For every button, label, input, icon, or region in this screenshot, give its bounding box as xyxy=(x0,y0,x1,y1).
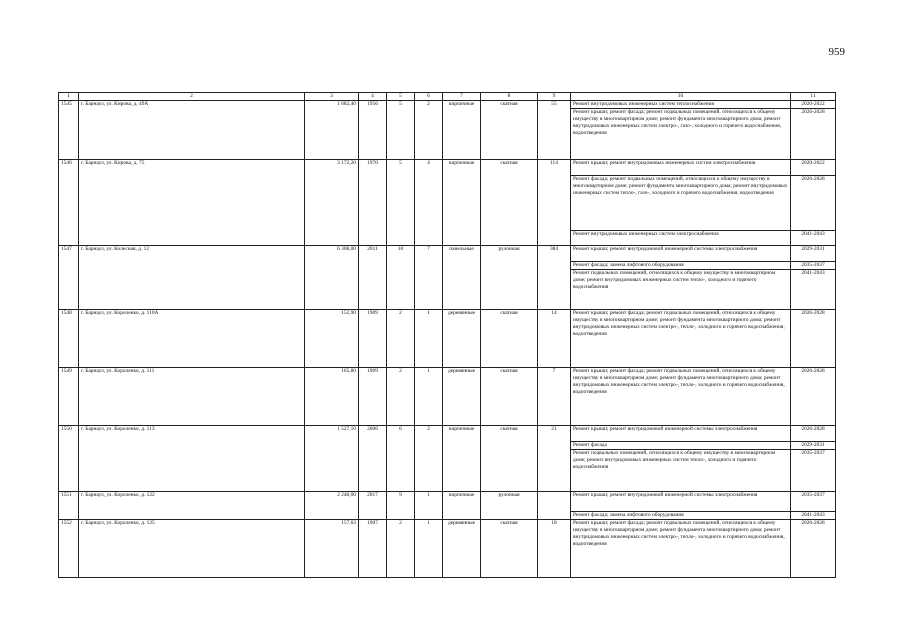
record-floors: 10 xyxy=(387,246,415,310)
record-entrances: 7 xyxy=(415,246,443,310)
record-address: г. Барнаул, ул. Короленко, д. 111 xyxy=(79,368,305,426)
record-residents: 14 xyxy=(538,310,571,368)
header-cell: 2 xyxy=(79,93,305,101)
work-period: 2029-2031 xyxy=(791,246,836,262)
record-number: 1551 xyxy=(59,492,79,520)
work-description: Ремонт фасада; ремонт подвальных помещений, относящихся к общему имуществу в многоквартирном доме; ремонт фундамента многоквартирного дома; ремонт внутридомовых инженерных систем тепло-, газо-, холодного и горячего водоснабжения, водоотведения xyxy=(571,176,791,231)
record-address: г. Барнаул, ул. Короленко, д. 113 xyxy=(79,426,305,492)
record-walls: кирпичные xyxy=(443,426,481,492)
record-residents: 18 xyxy=(538,520,571,578)
work-period: 2026-2028 xyxy=(791,368,836,426)
work-description: Ремонт крыши; ремонт фасада; ремонт подвальных помещений, относящихся к общему имуществу в многоквартирном доме; ремонт фундамента многоквартирного дома; ремонт внутридомовых инженерных систем электро-, тепло-, холодного и горячего водоснабжения, водоотведения xyxy=(571,520,791,578)
work-period: 2041-2043 xyxy=(791,231,836,246)
work-description: Ремонт подвальных помещений, относящихся к общему имуществу в многоквартирном доме; ремонт внутридомовых инженерных систем тепло-, холодного и горячего водоснабжения xyxy=(571,450,791,492)
record-area: 165,80 xyxy=(305,368,359,426)
record-residents: 384 xyxy=(538,246,571,310)
work-description: Ремонт крыши; ремонт фасада; ремонт подвальных помещений, относящихся к общему имуществу в многоквартирном доме; ремонт фундамента многоквартирного дома; ремонт внутридомовых инженерных систем электро-, тепло-, холодного и горячего водоснабжения, водоотведения xyxy=(571,310,791,368)
record-roof: скатная xyxy=(481,426,538,492)
record-address: г. Барнаул, ул. Короленко, д. 125 xyxy=(79,520,305,578)
record-number: 1547 xyxy=(59,246,79,310)
record-area: 3 172,20 xyxy=(305,160,359,246)
work-description: Ремонт крыши; ремонт внутридомовой инженерной системы электроснабжения xyxy=(571,246,791,262)
record-number: 1548 xyxy=(59,310,79,368)
record-walls: деревянные xyxy=(443,368,481,426)
record-year: 1909 xyxy=(359,310,387,368)
record-area: 2 248,00 xyxy=(305,492,359,520)
header-cell: 6 xyxy=(415,93,443,101)
record-number: 1552 xyxy=(59,520,79,578)
work-description: Ремонт крыши; ремонт внутридомовой инженерной системы электроснабжения xyxy=(571,492,791,512)
record-area: 1 682,40 xyxy=(305,101,359,160)
page-number: 959 xyxy=(828,46,845,58)
record-number: 1550 xyxy=(59,426,79,492)
record-roof: рулонная xyxy=(481,492,538,520)
work-period: 2035-2037 xyxy=(791,492,836,512)
record-walls: кирпичные xyxy=(443,160,481,246)
work-period: 2041-2043 xyxy=(791,270,836,310)
record-year: 1909 xyxy=(359,368,387,426)
record-entrances: 2 xyxy=(415,426,443,492)
record-address: г. Барнаул, ул. Короленко, д. 122 xyxy=(79,492,305,520)
work-period: 2026-2028 xyxy=(791,109,836,160)
work-description: Ремонт крыши; ремонт фасада; ремонт подвальных помещений, относящихся к общему имуществу в многоквартирном доме; ремонт фундамента многоквартирного дома; ремонт внутридомовых инженерных систем электро-, газо-, холодного и горячего водоснабжения, водоотведения xyxy=(571,109,791,160)
table-row xyxy=(59,246,836,262)
record-entrances: 2 xyxy=(415,101,443,160)
record-entrances: 1 xyxy=(415,310,443,368)
header-cell: 7 xyxy=(443,93,481,101)
work-description: Ремонт подвальных помещений, относящихся к общему имуществу в многоквартирном доме; ремонт внутридомовых инженерных систем тепло-, холодного и горячего водоснабжения xyxy=(571,270,791,310)
record-floors: 5 xyxy=(387,101,415,160)
work-description: Ремонт внутридомовых инженерных систем теплоснабжения xyxy=(571,101,791,109)
record-floors: 2 xyxy=(387,310,415,368)
record-year: 2017 xyxy=(359,492,387,520)
record-entrances: 1 xyxy=(415,368,443,426)
work-description: Ремонт крыши; ремонт фасада; ремонт подвальных помещений, относящихся к общему имуществу в многоквартирном доме; ремонт фундамента многоквартирного дома; ремонт внутридомовых инженерных систем электро-, тепло-, холодного и горячего водоснабжения, водоотведения xyxy=(571,368,791,426)
record-address: г. Барнаул, ул. Кирова, д. 49А xyxy=(79,101,305,160)
record-address: г. Барнаул, ул. Колесная, д. 12 xyxy=(79,246,305,310)
record-year: 2006 xyxy=(359,426,387,492)
record-area: 1 527,10 xyxy=(305,426,359,492)
record-entrances: 4 xyxy=(415,160,443,246)
record-walls: панельные xyxy=(443,246,481,310)
record-walls: кирпичные xyxy=(443,101,481,160)
header-row xyxy=(59,93,836,101)
record-year: 1970 xyxy=(359,160,387,246)
record-floors: 6 xyxy=(387,426,415,492)
record-entrances: 1 xyxy=(415,520,443,578)
work-period: 2029-2031 xyxy=(791,442,836,450)
record-roof: скатная xyxy=(481,520,538,578)
work-period: 2026-2028 xyxy=(791,520,836,578)
work-description: Ремонт фасада; замена лифтового оборудования xyxy=(571,262,791,270)
table-row xyxy=(59,520,836,578)
record-roof: скатная xyxy=(481,101,538,160)
record-floors: 2 xyxy=(387,368,415,426)
table-row xyxy=(59,368,836,426)
header-cell: 10 xyxy=(571,93,791,101)
work-period: 2035-2037 xyxy=(791,262,836,270)
work-period: 2026-2028 xyxy=(791,426,836,442)
table-row xyxy=(59,492,836,512)
record-year: 1907 xyxy=(359,520,387,578)
table-row xyxy=(59,310,836,368)
record-floors: 9 xyxy=(387,492,415,520)
housing-register-table xyxy=(58,92,836,578)
record-address: г. Барнаул, ул. Короленко, д. 110А xyxy=(79,310,305,368)
header-cell: 8 xyxy=(481,93,538,101)
record-roof: скатная xyxy=(481,310,538,368)
record-year: 1956 xyxy=(359,101,387,160)
record-roof: скатная xyxy=(481,368,538,426)
record-residents: 21 xyxy=(538,426,571,492)
record-number: 1546 xyxy=(59,160,79,246)
work-period: 2035-2037 xyxy=(791,450,836,492)
header-cell: 11 xyxy=(791,93,836,101)
work-description: Ремонт фасада xyxy=(571,442,791,450)
record-roof: рулонная xyxy=(481,246,538,310)
work-period: 2026-2028 xyxy=(791,310,836,368)
work-period: 2020-2022 xyxy=(791,160,836,176)
record-residents: 7 xyxy=(538,368,571,426)
header-cell: 5 xyxy=(387,93,415,101)
record-floors: 5 xyxy=(387,160,415,246)
header-cell: 9 xyxy=(538,93,571,101)
table-row xyxy=(59,101,836,109)
record-year: 2011 xyxy=(359,246,387,310)
header-cell: 1 xyxy=(59,93,79,101)
record-address: г. Барнаул, ул. Кирова, д. 75 xyxy=(79,160,305,246)
work-period: 2041-2043 xyxy=(791,512,836,520)
work-description: Ремонт фасада; замена лифтового оборудования xyxy=(571,512,791,520)
record-residents: 114 xyxy=(538,160,571,246)
record-area: 6 308,00 xyxy=(305,246,359,310)
record-area: 157,63 xyxy=(305,520,359,578)
record-number: 1545 xyxy=(59,101,79,160)
record-floors: 2 xyxy=(387,520,415,578)
work-period: 2026-2028 xyxy=(791,176,836,231)
record-residents: 55 xyxy=(538,101,571,160)
record-area: 152,90 xyxy=(305,310,359,368)
record-roof: скатная xyxy=(481,160,538,246)
work-description: Ремонт внутридомовых инженерных систем электроснабжения xyxy=(571,231,791,246)
work-description: Ремонт крыши; ремонт внутридомовых инженерных систем электроснабжения xyxy=(571,160,791,176)
record-walls: кирпичные xyxy=(443,492,481,520)
header-cell: 3 xyxy=(305,93,359,101)
record-number: 1549 xyxy=(59,368,79,426)
table-row xyxy=(59,160,836,176)
header-cell: 4 xyxy=(359,93,387,101)
table-row xyxy=(59,426,836,442)
record-residents xyxy=(538,492,571,520)
work-description: Ремонт крыши; ремонт внутридомовой инженерной системы электроснабжения xyxy=(571,426,791,442)
record-entrances: 1 xyxy=(415,492,443,520)
record-walls: деревянные xyxy=(443,520,481,578)
work-period: 2020-2022 xyxy=(791,101,836,109)
record-walls: деревянные xyxy=(443,310,481,368)
